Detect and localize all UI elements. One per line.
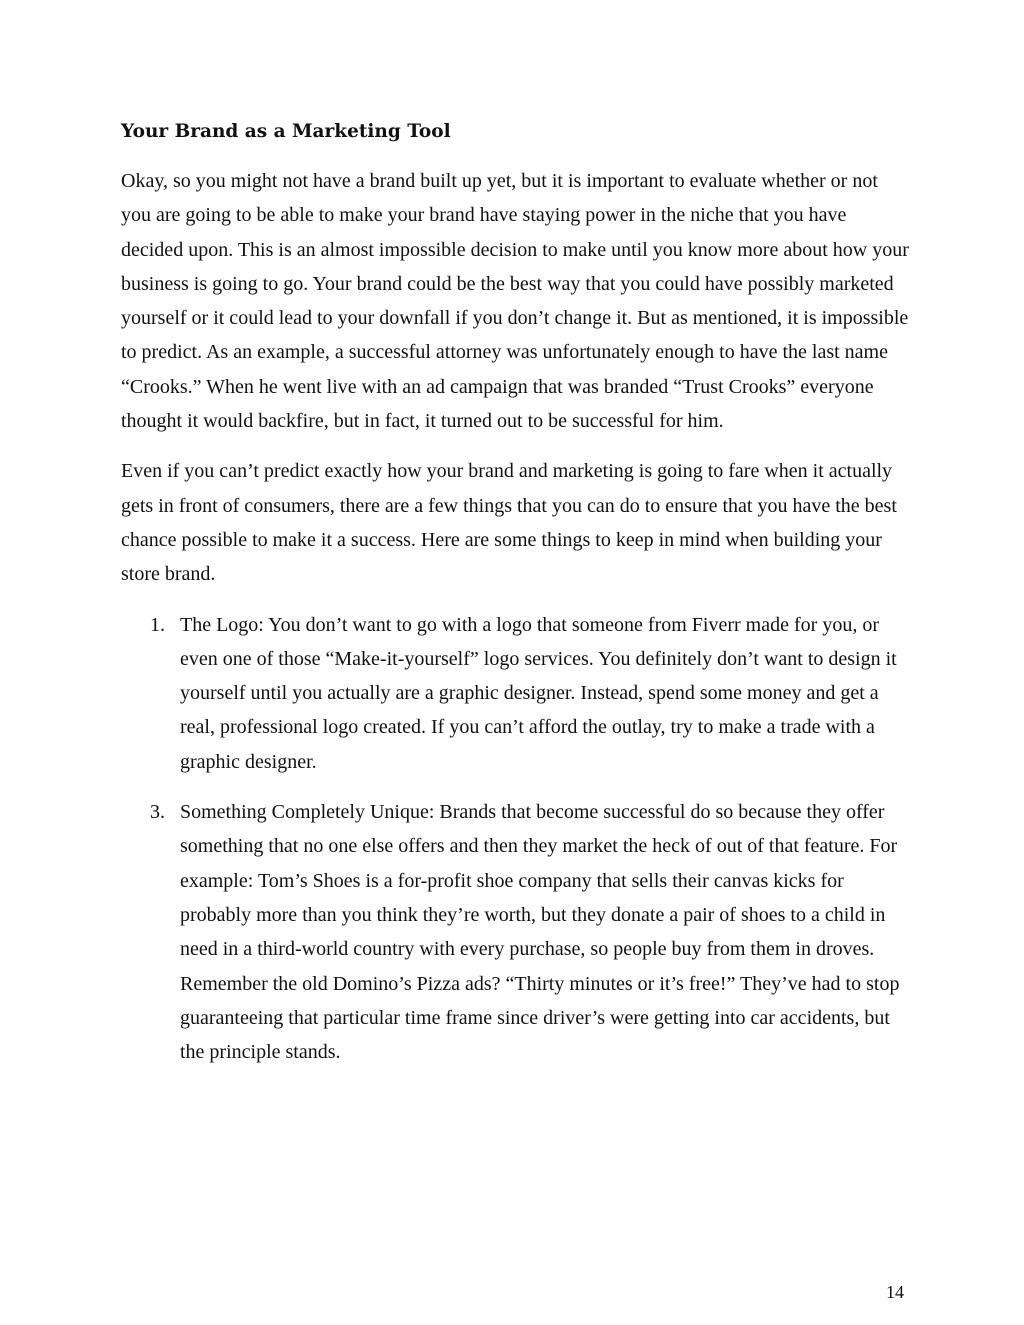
paragraph-intro: Okay, so you might not have a brand built up yet, but it is important to evaluate whether or not you are going to be able to make your brand have staying power in the niche that you have decided upon. This is an almost impossible decision to make until you know more about how your business is going to go. Your brand could be the best way that you could have possibly marketed yourself or it could lead to your downfall if you don’t change it. But as mentioned, it is impossible to predict. As an example, a successful attorney was unfortunately enough to have the last name “Crooks.” When he went live with an ad campaign that was branded “Trust Crooks” everyone thought it would backfire, but in fact, it turned out to be successful for him. <box>121 170 909 433</box>
section-heading: Your Brand as a Marketing Tool <box>121 121 451 142</box>
list-item-number: 1. <box>150 613 165 636</box>
document-page <box>121 112 911 1085</box>
list-item-text: The Logo: You don’t want to go with a logo that someone from Fiverr made for you, or even one of those “Make-it-yourself” logo services. You definitely don’t want to design it yourself until you actually are a graphic designer. Instead, spend some money and get a real, professional logo created. If you can’t afford the outlay, try to make a trade with a graphic designer. <box>180 613 897 773</box>
list-item-text: Something Completely Unique: Brands that become successful do so because they offer something that no one else offers and then they market the heck of out of that feature. For example: Tom’s Shoes is a for-profit shoe company that sells their canvas kicks for probably more than you think they’re worth, but they donate a pair of shoes to a child in need in a third-world country with every purchase, so people buy from them in droves. Remember the old Domino’s Pizza ads? “Thirty minutes or it’s free!” They’ve had to stop guaranteeing that particular time frame since driver’s were getting into car accidents, but the principle stands. <box>180 801 900 1064</box>
paragraph-tips: Even if you can’t predict exactly how your brand and marketing is going to fare when it actually gets in front of consumers, there are a few things that you can do to ensure that you have the best chance possible to make it a success. Here are some things to keep in mind when building your store brand. <box>121 460 897 586</box>
numbered-list <box>121 608 911 1070</box>
list-item-logo <box>121 608 911 779</box>
list-item-number: 3. <box>150 801 165 824</box>
page-number: 14 <box>886 1282 904 1302</box>
list-item-unique <box>121 795 911 1069</box>
